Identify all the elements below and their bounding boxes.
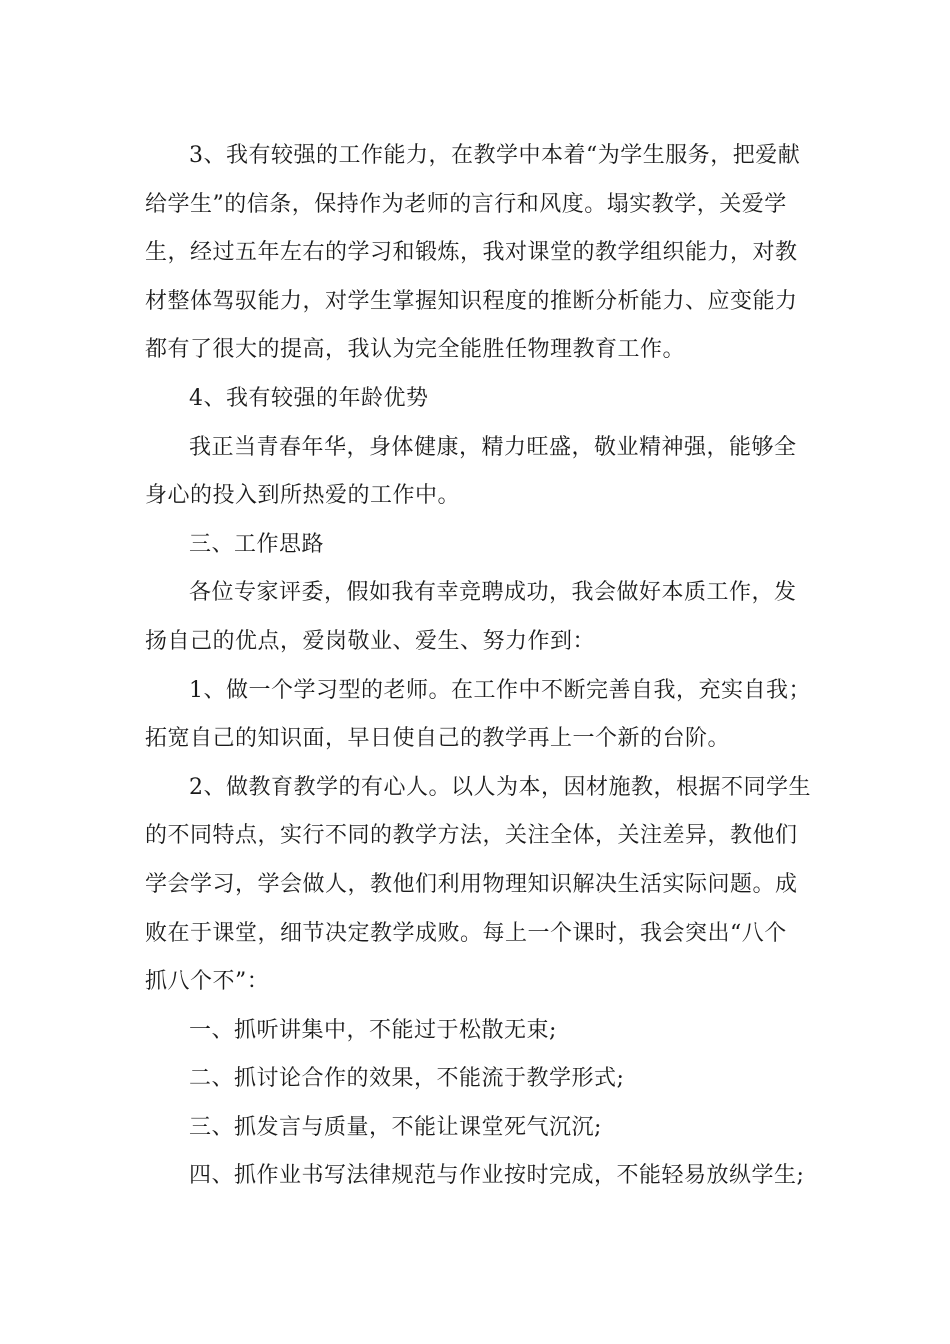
list-item-two <box>145 1055 805 1104</box>
text-line: 一、抓听讲集中，不能过于松散无束; <box>189 1017 557 1043</box>
text-line: 给学生”的信条，保持作为老师的言行和风度。塌实教学，关爱学 <box>145 191 787 217</box>
text-line: 四、抓作业书写法律规范与作业按时完成，不能轻易放纵学生; <box>189 1163 805 1189</box>
text-line: 拓宽自己的知识面，早日使自己的教学再上一个新的台阶。 <box>145 726 731 752</box>
text-line: 4、我有较强的年龄优势 <box>189 385 429 411</box>
list-item-one <box>145 1007 805 1056</box>
text-line: 我正当青春年华，身体健康，精力旺盛，敬业精神强，能够全 <box>189 434 797 460</box>
text-line: 3、我有较强的工作能力，在教学中本着“为学生服务，把爱献 <box>189 143 801 168</box>
paragraph-age <box>145 424 805 521</box>
section-heading-work-ideas <box>145 521 805 570</box>
text-line: 生，经过五年左右的学习和锻炼，我对课堂的教学组织能力，对教 <box>145 240 798 266</box>
text-line: 的不同特点，实行不同的教学方法，关注全体，关注差异，教他们 <box>145 823 798 849</box>
text-line: 败在于课堂，细节决定教学成败。每上一个课时，我会突出“八个 <box>145 920 787 946</box>
text-line: 抓八个不”： <box>145 969 270 995</box>
list-item-four <box>145 1152 805 1201</box>
text-line: 二、抓讨论合作的效果，不能流于教学形式; <box>189 1066 625 1092</box>
paragraph-age-heading <box>145 375 805 424</box>
text-line: 各位专家评委，假如我有幸竞聘成功，我会做好本质工作，发 <box>189 580 797 606</box>
text-line: 三、工作思路 <box>189 531 325 557</box>
list-item-three <box>145 1104 805 1153</box>
text-line: 2、做教育教学的有心人。以人为本，因材施教，根据不同学生 <box>189 774 811 800</box>
paragraph-learning-teacher <box>145 667 811 764</box>
text-line: 学会学习，学会做人，教他们利用物理知识解决生活实际问题。成 <box>145 871 798 897</box>
text-line: 1、做一个学习型的老师。在工作中不断完善自我，充实自我； <box>189 677 811 703</box>
text-line: 都有了很大的提高，我认为完全能胜任物理教育工作。 <box>145 337 686 363</box>
paragraph-ability <box>145 132 805 375</box>
text-line: 身心的投入到所热爱的工作中。 <box>145 483 461 509</box>
text-line: 三、抓发言与质量，不能让课堂死气沉沉; <box>189 1114 602 1140</box>
document-body <box>145 132 811 1201</box>
text-line: 扬自己的优点，爱岗敬业、爱生、努力作到： <box>145 628 596 654</box>
paragraph-mindful-teacher <box>145 764 811 1007</box>
paragraph-intro <box>145 569 805 666</box>
text-line: 材整体驾驭能力，对学生掌握知识程度的推断分析能力、应变能力 <box>145 288 798 314</box>
